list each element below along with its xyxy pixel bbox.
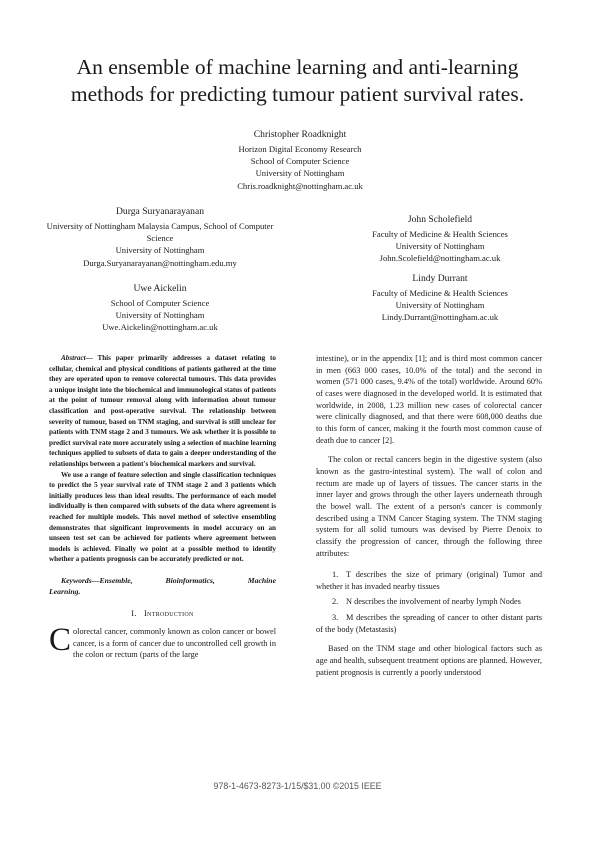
author-name: Christopher Roadknight bbox=[253, 129, 347, 140]
author-affiliation: Faculty of Medicine & Health Sciences bbox=[372, 229, 508, 239]
copyright-footer: 978-1-4673-8273-1/15/$31.00 ©2015 IEEE bbox=[213, 781, 382, 791]
abstract-paragraph-2: We use a range of feature selection and single classification techniques to predict the 5 year survival rate of TNM stage 2 and 3 patients which initially produces less than ideal results. The performance of each model individually is then compared with subsets of the data where agreement is reached for multiple models. This novel method of selective ensembling demonstrates that significant improvements in model accuracy on an unseen test set can be achieved for patients where agreement between models is achieved. Finally we point at a possible method to identify whether a patients prognosis can be accurately predicted or not. bbox=[49, 470, 276, 564]
intro-paragraph-2: intestine), or in the appendix [1]; and is third most common cancer in men (663 000 cases, 10.0% of the total) and the second in women (571 000 cases, 9.4% of the total) worldwide. Around 60% of cases were diagnosed in the developed world. It is estimated that worldwide, in 2008, 1.23 million new cases of colorectal cancer were clinically diagnosed, and that there were 608,000 deaths due to this form of cancer, making it the fourth most common cause of death due to cancer [2]. bbox=[316, 354, 542, 445]
author-roadknight bbox=[175, 128, 425, 192]
author-affiliation: School of Computer Science bbox=[250, 156, 350, 167]
intro-text bbox=[49, 621, 276, 661]
drop-cap: C bbox=[49, 621, 72, 658]
abstract-label: Abstract bbox=[61, 354, 86, 362]
list-number: 2. bbox=[332, 597, 339, 607]
author-email: John.Scolefield@nottingham.ac.uk bbox=[379, 253, 501, 264]
right-column bbox=[316, 353, 542, 678]
intro-paragraph-1-text: olorectal cancer, commonly known as colon cancer or bowel cancer, is a form of cancer due to uncontrolled cell growth in the colon or rectum (parts of the large bbox=[73, 626, 276, 660]
intro-paragraph-4: Based on the TNM stage and other biological factors such as age and health, subsequent treatment options are planned. However, patient prognosis is currently a poorly understood bbox=[316, 644, 542, 677]
author-scholefield bbox=[330, 213, 550, 265]
author-affiliation: University of Nottingham bbox=[395, 300, 485, 311]
author-email: Uwe.Aickelin@nottingham.ac.uk bbox=[102, 322, 218, 333]
intro-paragraph-3: The colon or rectal cancers begin in the digestive system (also known as the gastro-intestinal system). The wall of colon and rectum are made up of layers of tissues. The cancer starts in the inner layer and grows through the other layers underneath through the bowel wall. The extent of a person's cancer is commonly described using a TNM Cancer Staging system. The TNM staging system for all solid tumours was devised by Pierre Denoix to classify the progression of cancer, through the following three attributes: bbox=[316, 455, 542, 558]
author-affiliation: University of Nottingham Malaysia Campus, School of Computer Science bbox=[46, 221, 274, 244]
author-affiliation: School of Computer Science bbox=[110, 298, 210, 308]
section-title: Introduction bbox=[143, 608, 194, 618]
keywords bbox=[49, 575, 276, 597]
section-heading bbox=[49, 609, 276, 618]
abstract-paragraph-1 bbox=[49, 353, 276, 470]
paper-title bbox=[30, 54, 565, 108]
author-aickelin bbox=[60, 282, 260, 334]
author-name: John Scholefield bbox=[407, 214, 473, 225]
author-affiliation: Faculty of Medicine & Health Sciences bbox=[372, 288, 508, 298]
author-affiliation: University of Nottingham bbox=[255, 168, 345, 179]
author-affiliation: University of Nottingham bbox=[115, 310, 205, 321]
keywords-text: Ensemble, Bioinformatics, Machine Learning. bbox=[49, 575, 276, 596]
list-number: 1. bbox=[332, 570, 339, 580]
left-column bbox=[49, 353, 276, 661]
list-text: T describes the size of primary (original) Tumor and whether it has invaded nearby tissues bbox=[316, 570, 542, 591]
author-affiliation: University of Nottingham bbox=[395, 241, 485, 252]
author-name: Lindy Durrant bbox=[412, 273, 468, 284]
title-line-2: methods for predicting tumour patient survival rates. bbox=[70, 82, 525, 106]
section-number: I. bbox=[131, 608, 137, 618]
author-email: Chris.roadknight@nottingham.ac.uk bbox=[237, 180, 363, 191]
author-affiliation: University of Nottingham bbox=[115, 245, 205, 256]
list-number: 3. bbox=[332, 613, 339, 623]
keywords-label: Keywords— bbox=[61, 575, 100, 585]
author-name: Uwe Aickelin bbox=[133, 283, 187, 294]
abstract-text-1: — This paper primarily addresses a dataset relating to cellular, chemical and physical conditions of patients gathered at the time they are operated upon to remove colorectal tumours. This data provides a unique insight into the biochemical and immunological status of patients at the point of tumour removal along with information about tumour classification and post-operative survival. The relationship between severity of tumour, based on TNM staging, and survival is still unclear for patients with TNM stage 2 and 3 tumours. We ask whether it is possible to predict survival rate more accurately using a selection of machine learning techniques applied to subsets of data to gain a deeper understanding of the relationships between a patient's biochemical markers and survival. bbox=[49, 354, 277, 468]
author-affiliation: Horizon Digital Economy Research bbox=[238, 144, 362, 154]
abstract bbox=[49, 353, 276, 565]
tnm-list bbox=[316, 569, 542, 635]
author-name: Durga Suryanarayanan bbox=[116, 206, 204, 217]
list-item bbox=[316, 612, 542, 635]
author-suryanarayanan bbox=[45, 205, 275, 269]
author-durrant bbox=[330, 272, 550, 324]
author-email: Lindy.Durrant@nottingham.ac.uk bbox=[381, 312, 499, 323]
list-text: N describes the involvement of nearby lymph Nodes bbox=[346, 597, 521, 607]
intro-paragraph-1 bbox=[49, 621, 276, 661]
author-email: Durga.Suryanarayanan@nottingham.edu.my bbox=[83, 257, 237, 268]
list-text: M describes the spreading of cancer to other distant parts of the body (Metastasis) bbox=[316, 613, 542, 634]
title-line-1: An ensemble of machine learning and anti-learning bbox=[76, 55, 519, 79]
list-item bbox=[316, 569, 542, 592]
list-item bbox=[316, 596, 542, 608]
